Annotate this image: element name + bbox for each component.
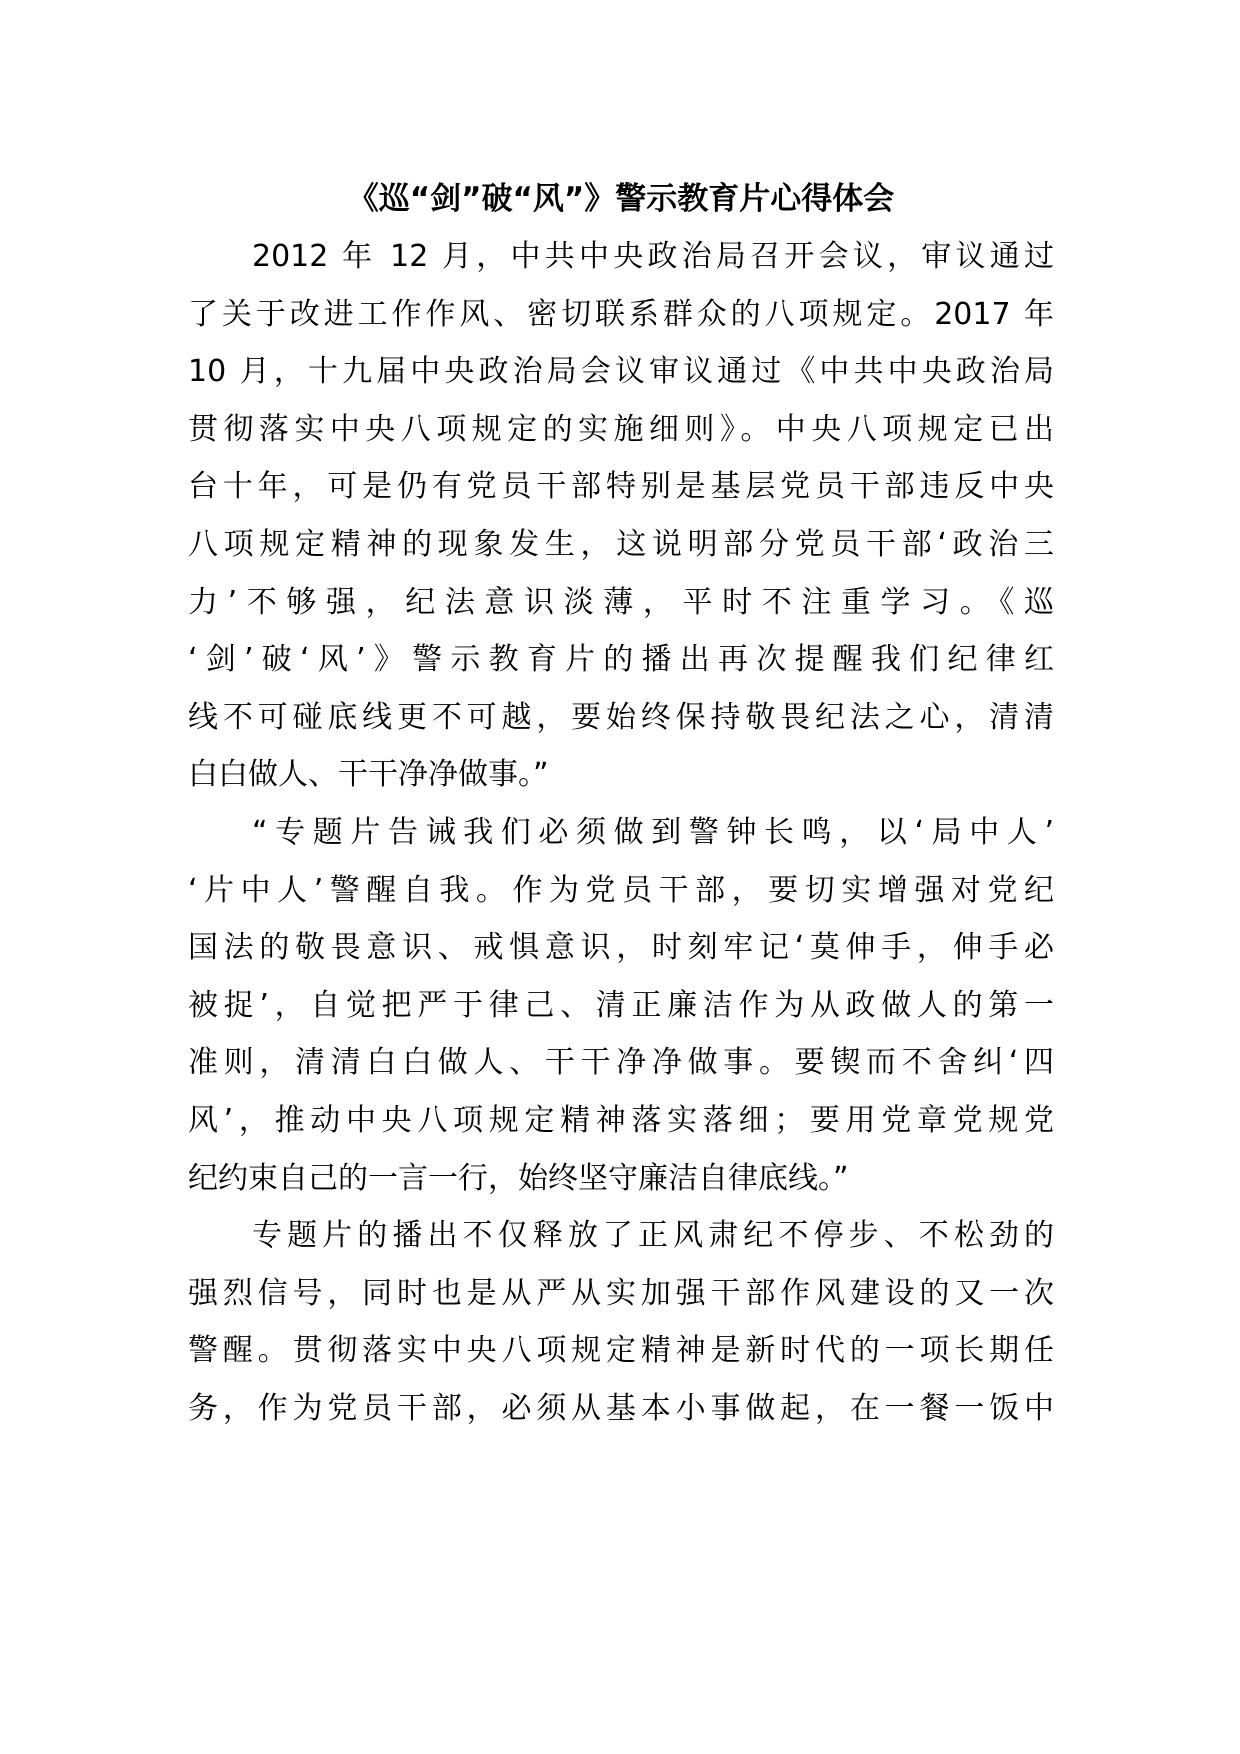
text-line: “专题片告诫我们必须做到警钟长鸣，以‘局中人’	[252, 814, 1054, 850]
text-line: 八项规定精神的现象发生，这说明部分党员干部‘政治三	[188, 526, 1054, 562]
text-line: 力’不够强，纪法意识淡薄，平时不注重学习。《巡	[188, 584, 1054, 620]
paragraph-2	[188, 804, 1054, 1207]
text-line: 贯彻落实中央八项规定的实施细则》。中央八项规定已出	[188, 411, 1054, 447]
text-line: 纪约束自己的一言一行，始终坚守廉洁自律底线。”	[188, 1160, 849, 1196]
text-line: 白白做人、干干净净做事。”	[188, 757, 549, 793]
paragraph-1	[188, 228, 1054, 804]
text-line: 准则，清清白白做人、干干净净做事。要锲而不舍纠‘四	[188, 1045, 1054, 1081]
text-line: ‘片中人’警醒自我。作为党员干部，要切实增强对党纪	[188, 872, 1054, 908]
text-line: 10 月，十九届中央政治局会议审议通过《中共中央政治局	[188, 354, 1054, 390]
text-line: 强烈信号，同时也是从严从实加强干部作风建设的又一次	[188, 1275, 1054, 1311]
text-line: 国法的敬畏意识、戒惧意识，时刻牢记‘莫伸手，伸手必	[188, 930, 1054, 966]
text-line: 线不可碰底线更不可越，要始终保持敬畏纪法之心，清清	[188, 699, 1054, 735]
paragraph-3	[188, 1207, 1054, 1437]
text-line: 被捉’，自觉把严于律己、清正廉洁作为从政做人的第一	[188, 987, 1054, 1023]
document-page	[188, 170, 1054, 1437]
text-line: 2012 年 12 月，中共中央政治局召开会议，审议通过	[252, 239, 1054, 274]
text-line: 务，作为党员干部，必须从基本小事做起，在一餐一饭中	[188, 1390, 1054, 1426]
text-line: 风’，推动中央八项规定精神落实落细；要用党章党规党	[188, 1102, 1054, 1138]
text-line: 警醒。贯彻落实中央八项规定精神是新时代的一项长期任	[188, 1333, 1054, 1369]
text-line: 专题片的播出不仅释放了正风肃纪不停步、不松劲的	[252, 1218, 1054, 1254]
text-line: ‘剑’破‘风’》警示教育片的播出再次提醒我们纪律红	[188, 642, 1054, 678]
document-title: 《巡“剑”破“风”》警示教育片心得体会	[347, 181, 895, 217]
text-line: 了关于改进工作作风、密切联系群众的八项规定。2017 年	[188, 296, 1054, 332]
text-line: 台十年，可是仍有党员干部特别是基层党员干部违反中央	[188, 469, 1054, 505]
